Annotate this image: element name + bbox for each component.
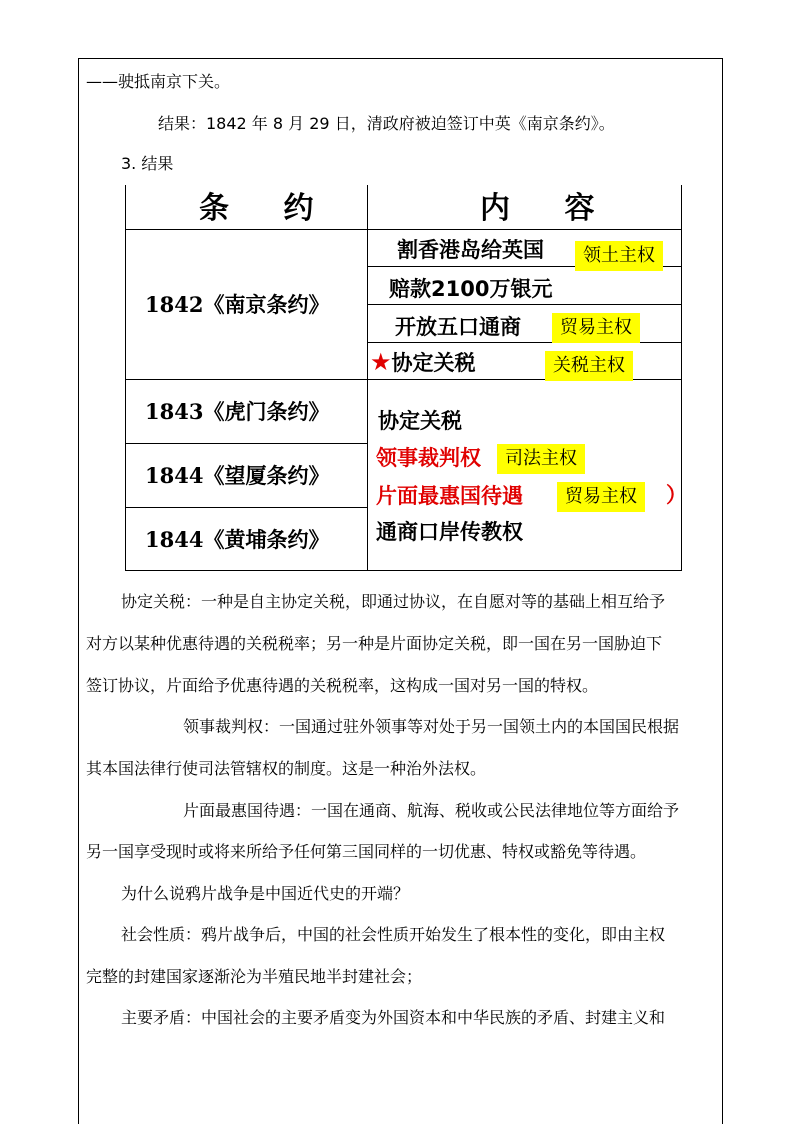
text-line: ——驶抵南京下关。: [86, 72, 231, 91]
content-tariff-row: [370, 348, 476, 377]
treaty-nanjing: 1842《南京条约》: [145, 292, 330, 317]
treaty-wangxia: 1844《望厦条约》: [145, 463, 330, 488]
content-mfn: 片面最惠国待遇: [376, 484, 523, 508]
content-paren: ）: [666, 483, 687, 507]
tag-trade: 贸易主权: [552, 313, 640, 343]
text-line: 协定关税：一种是自主协定关税，即通过协议，在自愿对等的基础上相互给予: [121, 592, 666, 611]
tag-judicial: 司法主权: [497, 444, 585, 474]
text-line: 另一国享受现时或将来所给予任何第三国同样的一切优惠、特权或豁免等待遇。: [86, 842, 647, 861]
text-line: 主要矛盾：中国社会的主要矛盾变为外国资本和中华民族的矛盾、封建主义和: [121, 1008, 666, 1027]
header-treaty: 条 约: [199, 191, 336, 226]
table-rule: [125, 570, 682, 571]
content-ports: 开放五口通商: [395, 315, 521, 339]
treaty-huangpu: 1844《黄埔条约》: [145, 527, 330, 552]
content-hongkong: 割香港岛给英国: [397, 238, 544, 262]
table-divider: [367, 185, 368, 571]
text-line: 片面最惠国待遇：一国在通商、航海、税收或公民法律地位等方面给予: [183, 801, 680, 820]
treaty-table: [125, 185, 687, 571]
header-content: 内 容: [480, 191, 617, 226]
content-tariff-2: 协定关税: [378, 409, 462, 433]
table-rule: [125, 443, 367, 444]
text-line: 其本国法律行使司法管辖权的制度。这是一种治外法权。: [86, 759, 487, 778]
table-border: [681, 185, 682, 571]
table-rule: [125, 229, 682, 230]
text-line: 签订协议，片面给予优惠待遇的关税税率，这构成一国对另一国的特权。: [86, 676, 599, 695]
content-tariff: 协定关税: [391, 351, 476, 375]
tag-trade-2: 贸易主权: [557, 482, 645, 512]
table-rule: [367, 304, 682, 305]
content-consular: 领事裁判权: [376, 446, 481, 470]
text-line: 结果：1842 年 8 月 29 日，清政府被迫签订中英《南京条约》。: [158, 114, 615, 133]
star-icon: ★: [370, 348, 392, 376]
content-missionary: 通商口岸传教权: [376, 520, 523, 544]
text-line: 领事裁判权：一国通过驻外领事等对处于另一国领土内的本国国民根据: [183, 717, 680, 736]
tag-territory: 领土主权: [575, 241, 663, 271]
tag-tariff: 关税主权: [545, 351, 633, 381]
question: 为什么说鸦片战争是中国近代史的开端？: [121, 884, 410, 903]
text-line: 对方以某种优惠待遇的关税税率；另一种是片面协定关税，即一国在另一国胁迫下: [86, 634, 663, 653]
content-indemnity: 赔款2100万银元: [389, 277, 553, 301]
text-line: 社会性质：鸦片战争后，中国的社会性质开始发生了根本性的变化，即由主权: [121, 925, 666, 944]
table-rule: [125, 507, 367, 508]
treaty-humen: 1843《虎门条约》: [145, 399, 330, 424]
section-heading: 3. 结果: [121, 154, 174, 173]
text-line: 完整的封建国家逐渐沦为半殖民地半封建社会；: [86, 967, 423, 986]
table-border: [125, 185, 126, 571]
